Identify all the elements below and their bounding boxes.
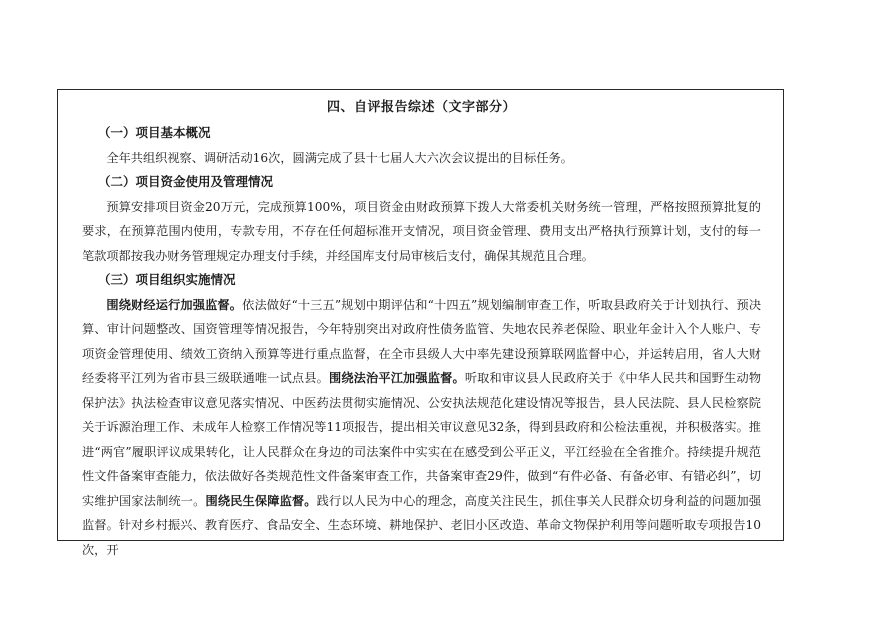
text-livelihood: 践行以人民为中心的理念，高度关注民生，抓住事关人民群众切身利益的问题加强监督。针对乡村振兴、教育医疗、食品安全、生态环境、耕地保护、老旧小区改造、革命文物保护利用等问题听取专项报告10次，开 [82, 493, 762, 557]
bold-lead-livelihood: 围绕民生保障监督。 [205, 493, 317, 508]
heading-fund-usage: （二）项目资金使用及管理情况 [98, 174, 274, 189]
paragraph-project-overview: 全年共组织视察、调研活动16次，圆满完成了县十七届人大六次会议提出的目标任务。 [106, 150, 573, 165]
report-content [82, 95, 761, 562]
section-title: 四、自评报告综述（文字部分） [326, 100, 516, 115]
paragraph-fund-usage: 预算安排项目资金20万元，完成预算100%，项目资金由财政预算下拨人大常委机关财务统一管理，严格按照预算批复的要求，在预算范围内使用，专款专用，不存在任何超标准开支情况，项目资金管理、费用支出严格执行预算计划，支付的每一笔款项都按我办财务管理规定办理支付手续，并经国库支付局审核后支付，确保其规范且合理。 [82, 199, 761, 263]
report-frame [57, 89, 784, 557]
paragraph-implementation [82, 293, 761, 563]
bold-lead-rule-of-law: 围绕法治平江加强监督。 [328, 371, 465, 385]
bold-lead-finance: 围绕财经运行加强监督。 [106, 297, 243, 312]
heading-project-overview: （一）项目基本概况 [98, 125, 211, 140]
heading-implementation: （三）项目组织实施情况 [98, 272, 236, 287]
text-finance: 依法做好“十三五”规划中期评估和“十四五”规划编制审查工作，听取县政府关于计划执行、预决算、审计问题整改、国资管理等情况报告，今年特别突出对政府性债务监管、失地农民养老保险、职业年金计入个人账户、专项资金管理使用、绩效工资纳入预算等进行重点监督，在全市县级人大中率先建设预算联网监督中心，并运转启用，省人大财经委将平江列为省市县三级联通唯一试点县。 [82, 297, 762, 385]
text-rule-of-law: 听取和审议县人民政府关于《中华人民共和国野生动物保护法》执法检查审议意见落实情况、中医药法贯彻实施情况、公安执法规范化建设情况等报告，县人民法院、县人民检察院关于诉源治理工作、未成年人检察工作情况等11项报告，提出相关审议意见32条，得到县政府和公检法重视，并积极落实。推进“两官”履职评议成果转化，让人民群众在身边的司法案件中实实在在感受到公平正义，平江经验在全省推介。持续提升规范性文件备案审查能力，依法做好各类规范性文件备案审查工作，共备案审查29件，做到“有件必备、有备必审、有错必纠”，切实维护国家法制统一。 [82, 371, 762, 508]
